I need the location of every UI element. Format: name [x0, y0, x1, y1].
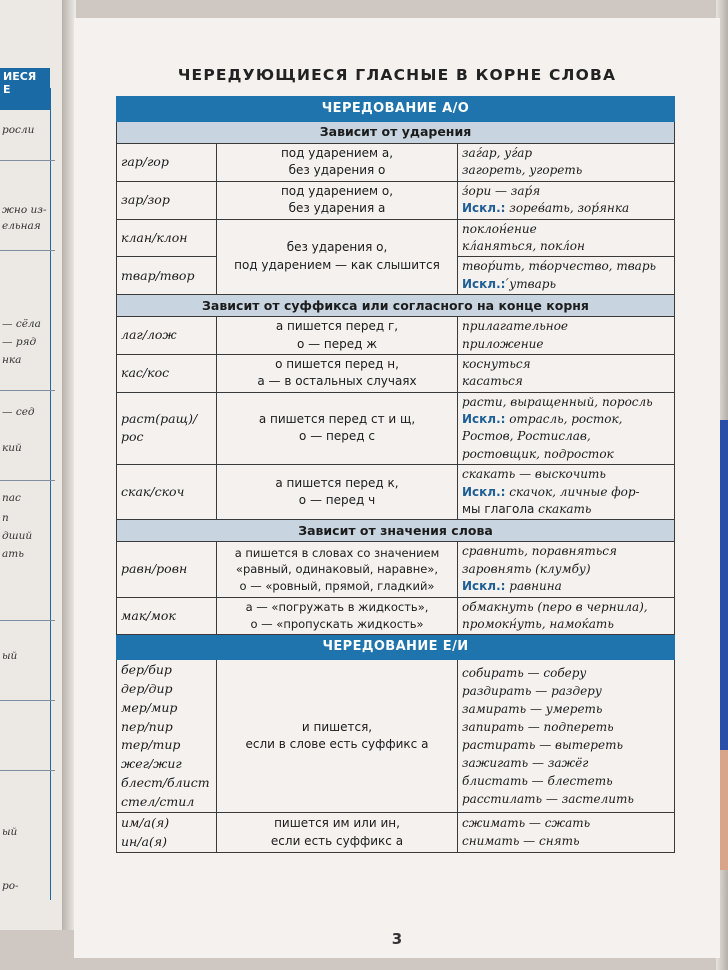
- left-fragment: — сед: [2, 406, 35, 418]
- left-fragment: кий: [2, 442, 22, 454]
- example-line: твор́ить, тв́орчество, тварь: [462, 259, 657, 274]
- left-page-rule: [50, 88, 51, 900]
- meaning-header: Зависит от значения слова: [117, 520, 675, 542]
- rule-cell: [217, 317, 458, 355]
- rule-cell: [217, 354, 458, 392]
- rule-line: а — в остальных случаях: [257, 374, 417, 389]
- examples-cell: [458, 542, 675, 597]
- page-number: 3: [391, 930, 403, 948]
- table-row: [117, 144, 675, 182]
- example-line: сжимать — сжать: [462, 816, 591, 831]
- root-cell: скак/скоч: [117, 465, 217, 520]
- rule-line: о — перед с: [299, 429, 375, 444]
- example-word: скакать: [538, 502, 592, 517]
- example-line: з́ори — зар́я: [462, 183, 541, 198]
- rule-line: и пишется,: [301, 719, 373, 734]
- exception-label: Искл.:: [462, 412, 506, 427]
- root-line: дер/дир: [121, 681, 173, 697]
- root-cell: мак/мок: [117, 597, 217, 635]
- examples-cell: [458, 257, 675, 295]
- examples-cell: [458, 181, 675, 219]
- rule-line: а пишется перед ст и щ,: [258, 412, 416, 427]
- example-line: замирать — умереть: [462, 702, 603, 717]
- table-row: [117, 660, 675, 813]
- rule-cell-shared: [217, 219, 458, 295]
- examples-cell: [458, 813, 675, 852]
- example-line: кл́аняться, покл́он: [462, 238, 585, 253]
- left-fragment: пас: [2, 492, 21, 504]
- rule-cell: [217, 181, 458, 219]
- page: [74, 18, 720, 958]
- example-line: промокн́уть, намоќать: [462, 616, 614, 631]
- example-line: коснуться: [462, 356, 531, 371]
- exception-label: Искл.:: [462, 579, 506, 594]
- subheader-stress: [117, 122, 675, 144]
- examples-cell: [458, 392, 675, 465]
- example-line: расти, выращенный, поросль: [462, 394, 653, 409]
- root-cell: клан/клон: [117, 219, 217, 257]
- left-fragment: ельная: [2, 220, 41, 232]
- root-cell: твар/твор: [117, 257, 217, 295]
- rule-line: о пишется перед н,: [275, 356, 399, 371]
- root-line: пер/пир: [121, 718, 173, 734]
- exception-text: скачок, личные фор-: [509, 484, 640, 499]
- example-line: поклон́ение: [462, 221, 537, 236]
- example-line: скакать — выскочить: [462, 467, 606, 482]
- root-cell: раст(ращ)/рос: [117, 392, 217, 465]
- section-ei-title: ЧЕРЕДОВАНИЕ Е/И: [117, 635, 675, 660]
- example-line: сравнить, поравняться: [462, 544, 617, 559]
- root-line: бер/бир: [121, 662, 172, 678]
- left-fragment: нка: [2, 354, 22, 366]
- left-fragment: росли: [2, 124, 35, 136]
- table-row: [117, 465, 675, 520]
- left-fragment: п: [2, 512, 9, 524]
- table-row: [117, 597, 675, 635]
- root-line: жег/жиг: [121, 756, 182, 772]
- root-cell: зар/зор: [117, 181, 217, 219]
- left-fragment: жно из-: [2, 204, 47, 216]
- example-line: запирать — подпереть: [462, 720, 614, 735]
- table-row: [117, 317, 675, 355]
- left-fragment: ый: [2, 650, 18, 662]
- rule-line: под ударением о,: [280, 183, 394, 198]
- example-line: ростовщик, подросток: [462, 446, 614, 461]
- exception-text: зорев́ать, зор́янка: [509, 201, 630, 216]
- example-line: Ростов, Ростислав,: [462, 429, 591, 444]
- left-fragment: ый: [2, 826, 18, 838]
- section-header-ao: [117, 97, 675, 122]
- examples-cell: [458, 317, 675, 355]
- rule-line: о — «пропускать жидкость»: [250, 616, 424, 631]
- exception-label: Искл.:: [462, 201, 506, 216]
- rule-cell: [217, 542, 458, 597]
- example-line: касаться: [462, 374, 523, 389]
- examples-cell: [458, 465, 675, 520]
- example-line: прилагательное: [462, 319, 569, 334]
- rule-line: под ударением — как слышится: [234, 257, 440, 272]
- left-fragment: ро-: [2, 880, 19, 892]
- left-fragment: — ряд: [2, 336, 37, 348]
- rule-cell: [217, 144, 458, 182]
- rule-line: о — перед ж: [296, 336, 378, 351]
- table-row: [117, 354, 675, 392]
- rule-cell: [217, 597, 458, 635]
- root-cell: лаг/лож: [117, 317, 217, 355]
- examples-cell: [458, 597, 675, 635]
- table-row: [117, 219, 675, 257]
- rule-line: без ударения о,: [286, 240, 388, 255]
- root-line: ин/а(я): [121, 833, 167, 849]
- example-line: блистать — блестеть: [462, 774, 613, 789]
- root-cell: кас/кос: [117, 354, 217, 392]
- rule-line: без ударения а: [288, 201, 386, 216]
- rule-line: «равный, одинаковый, наравне»,: [235, 562, 439, 577]
- rule-cell: [217, 465, 458, 520]
- rule-line: если в слове есть суффикс а: [245, 737, 429, 752]
- rule-line: без ударения о: [288, 163, 386, 178]
- rule-line: о — перед ч: [298, 493, 376, 508]
- left-page-header: [0, 68, 50, 110]
- rule-cell: [217, 392, 458, 465]
- exception-text: ́утварь: [509, 276, 556, 291]
- exception-label: Искл.:: [462, 484, 506, 499]
- root-cell: [117, 660, 217, 813]
- examples-cell: [458, 144, 675, 182]
- example-line: заровнять (клумбу): [462, 561, 591, 576]
- root-cell: [117, 813, 217, 852]
- root-line: блест/блист: [121, 774, 210, 790]
- example-line: собирать — соберу: [462, 666, 587, 681]
- table-row: [117, 181, 675, 219]
- examples-cell: [458, 660, 675, 813]
- subheader-suffix: [117, 295, 675, 317]
- rule-cell: [217, 813, 458, 852]
- rule-line: если есть суффикс а: [270, 833, 404, 848]
- rule-line: а пишется в словах со значением: [234, 545, 440, 560]
- root-line: стел/стил: [121, 793, 195, 809]
- left-fragment: — сёла: [2, 318, 41, 330]
- rule-line: под ударением а,: [280, 146, 394, 160]
- example-line: загореть, угореть: [462, 163, 583, 178]
- example-line: расстилать — застелить: [462, 792, 634, 807]
- root-line: мер/мир: [121, 699, 178, 715]
- page-title: ЧЕРЕДУЮЩИЕСЯ ГЛАСНЫЕ В КОРНЕ СЛОВА: [177, 66, 617, 84]
- example-line: приложение: [462, 336, 544, 351]
- examples-cell: [458, 354, 675, 392]
- rule-cell: [217, 660, 458, 813]
- left-fragment: ать: [2, 548, 24, 560]
- stress-header: Зависит от ударения: [117, 122, 675, 144]
- section-header-ei: [117, 635, 675, 660]
- example-line: раздирать — раздеру: [462, 684, 602, 699]
- rule-line: пишется им или ин,: [274, 816, 400, 831]
- example-line: обмакнуть (перо в чернила),: [462, 599, 648, 614]
- subheader-meaning: [117, 520, 675, 542]
- rule-line: а пишется перед к,: [275, 475, 399, 490]
- exception-text: отрасль, росток,: [509, 412, 623, 427]
- table-row: [117, 542, 675, 597]
- section-ao-title: ЧЕРЕДОВАНИЕ А/О: [117, 97, 675, 122]
- exception-label: Искл.:: [462, 276, 506, 291]
- example-text: мы глагола: [462, 502, 539, 517]
- left-fragment: дший: [2, 530, 33, 542]
- root-cell: гар/гор: [117, 144, 217, 182]
- exception-text: равнина: [509, 579, 562, 594]
- left-page-header-text: ИЕСЯ Е: [3, 70, 37, 96]
- rule-line: а — «погружать в жидкость»,: [245, 600, 429, 615]
- rule-line: о — «ровный, прямой, гладкий»: [239, 578, 435, 593]
- example-line: растирать — вытереть: [462, 738, 623, 753]
- table-row: [117, 813, 675, 852]
- example-line: снимать — снять: [462, 833, 580, 848]
- root-line: им/а(я): [121, 815, 170, 831]
- root-cell: равн/ровн: [117, 542, 217, 597]
- alternation-table: [116, 96, 675, 853]
- root-line: тер/тир: [121, 737, 181, 753]
- rule-line: а пишется перед г,: [275, 319, 399, 334]
- example-line: заѓар, уѓар: [462, 146, 533, 160]
- table-row: [117, 392, 675, 465]
- suffix-header: Зависит от суффикса или согласного на конце корня: [117, 295, 675, 317]
- example-line: зажигать — зажёг: [462, 756, 589, 771]
- examples-cell: [458, 219, 675, 257]
